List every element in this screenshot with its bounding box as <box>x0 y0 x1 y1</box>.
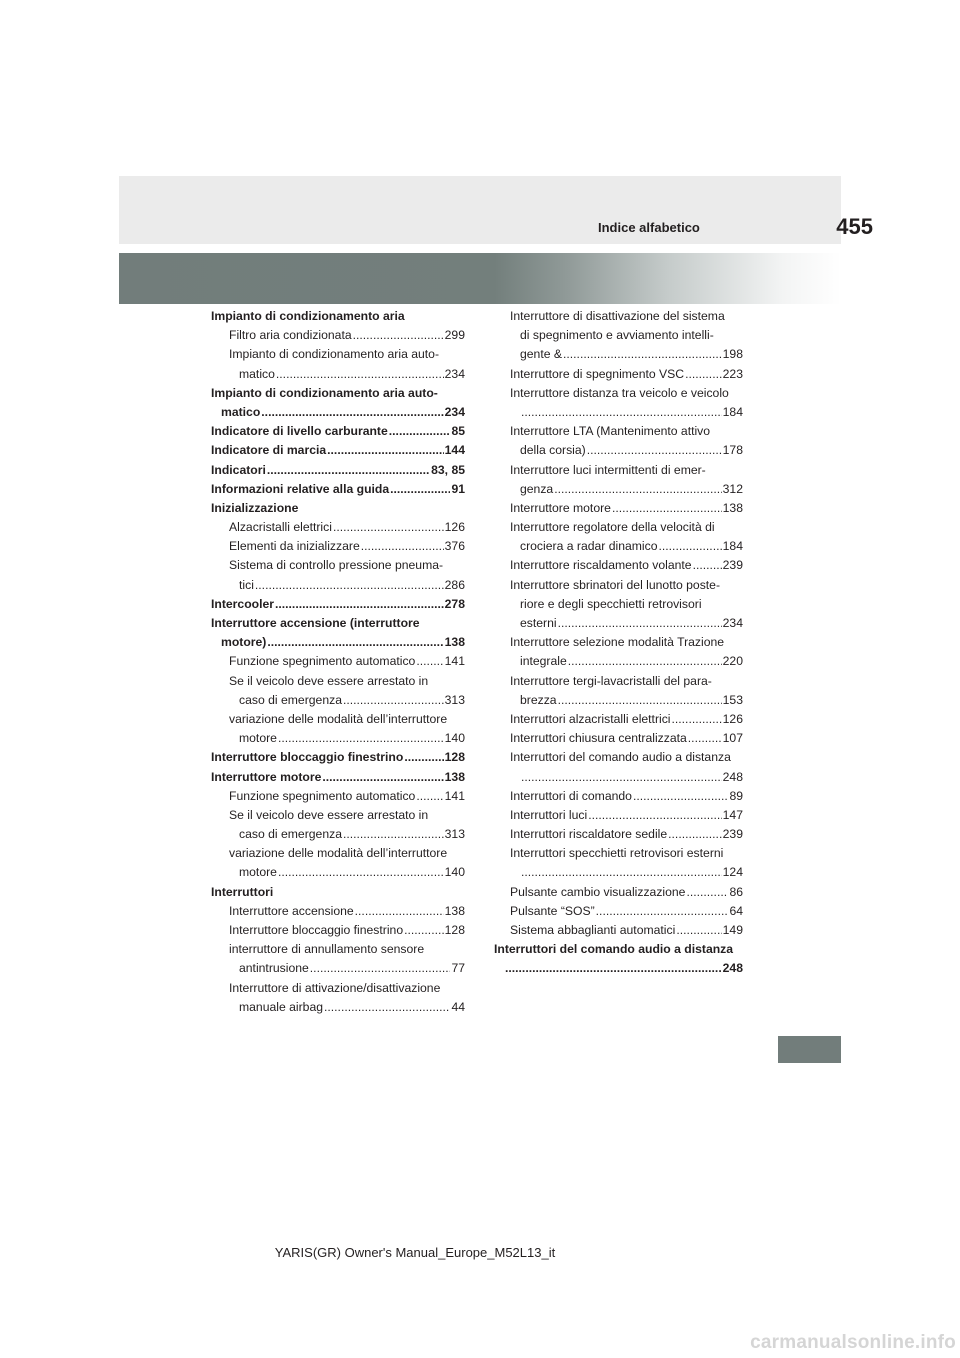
index-entry-text: Impianto di condizionamento aria <box>211 309 405 323</box>
index-entry <box>211 576 465 595</box>
index-entry-text: di spegnimento e avviamento intelli- <box>520 328 714 343</box>
index-entry-text: Interruttore regolatore della velocità di <box>510 520 715 535</box>
dot-leader <box>505 959 722 978</box>
index-entry-page: 312 <box>722 481 743 496</box>
index-entry <box>211 499 465 518</box>
index-entry <box>494 729 743 748</box>
index-entry <box>494 499 743 518</box>
index-entry-text: matico <box>221 404 261 419</box>
index-entry-page: 313 <box>444 692 465 707</box>
index-entry-text: matico <box>239 366 275 381</box>
dot-leader <box>322 768 443 787</box>
index-entry <box>211 461 465 480</box>
index-entry-text: esterni <box>520 616 557 630</box>
index-entry-page: 239 <box>722 558 743 573</box>
index-entry-page: 128 <box>444 923 465 937</box>
index-entry-page: 140 <box>444 865 465 880</box>
index-entry-text: Interruttore LTA (Mantenimento attivo <box>510 424 711 439</box>
index-entry <box>211 307 465 326</box>
index-entry-text: Impianto di condizionamento aria auto- <box>229 347 440 362</box>
index-entry-text: Elementi da inizializzare <box>229 539 360 554</box>
index-entry-text: Interruttore selezione modalità Trazione <box>510 635 725 650</box>
index-entry <box>211 998 465 1017</box>
dot-leader <box>672 710 722 729</box>
index-entry-page: 86 <box>729 884 743 899</box>
index-entry-text: Funzione spegnimento automatico <box>229 788 416 803</box>
index-entry-text: Inizializzazione <box>211 500 299 515</box>
section-title: Indice alfabetico <box>598 220 700 235</box>
index-entry <box>494 345 743 364</box>
index-entry <box>211 710 465 729</box>
index-entry-text: genza <box>520 481 554 496</box>
index-entry-page: 149 <box>722 923 743 937</box>
index-entry <box>211 595 465 614</box>
index-entry <box>211 691 465 710</box>
watermark: carmanualsonline.info <box>750 1332 956 1353</box>
index-entry-text: crociera a radar dinamico <box>520 539 658 554</box>
index-entry <box>494 365 743 384</box>
index-entry-text: motore <box>239 731 277 746</box>
index-entry-text: della corsia) <box>520 443 586 458</box>
index-entry <box>494 787 743 806</box>
chapter-tab-marker <box>778 1036 841 1063</box>
index-column-left <box>211 307 465 1017</box>
index-entry-page: 184 <box>722 404 743 419</box>
index-entry <box>211 748 465 767</box>
dot-leader <box>255 576 444 595</box>
index-entry-page: 299 <box>444 328 465 343</box>
index-entry-text: Sistema di controllo pressione pneuma- <box>229 558 444 573</box>
index-entry-text: Funzione spegnimento automatico <box>229 654 416 669</box>
index-entry-page: 248 <box>722 961 743 976</box>
index-entry-text: Interruttori del comando audio a distanza <box>510 750 731 765</box>
index-entry-text: Intercooler <box>211 596 274 611</box>
index-entry <box>211 959 465 978</box>
index-entry-text: Se il veicolo deve essere arrestato in <box>229 807 429 822</box>
index-entry <box>494 959 743 978</box>
footer-manual-id: YARIS(GR) Owner's Manual_Europe_M52L13_it <box>274 1245 556 1260</box>
index-entry-text: interruttore di annullamento sensore <box>229 942 425 957</box>
index-entry-page: 91 <box>451 481 465 496</box>
index-entry-text: Interruttore riscaldamento volante <box>510 558 692 573</box>
index-entry-page: 107 <box>722 731 743 746</box>
dot-leader <box>521 768 722 787</box>
header-band <box>119 176 841 244</box>
index-entry-text: Interruttore bloccaggio finestrino <box>211 750 404 765</box>
index-entry <box>211 652 465 671</box>
index-entry-page: 141 <box>444 654 465 669</box>
index-entry <box>211 902 465 921</box>
dot-leader <box>327 441 444 460</box>
dot-leader <box>558 691 722 710</box>
dot-leader <box>404 921 444 940</box>
index-entry-text: Interruttore luci intermittenti di emer- <box>510 462 706 477</box>
dot-leader <box>554 480 721 499</box>
index-entry-page: 234 <box>722 616 743 630</box>
index-entry-text: variazione delle modalità dell’interruttore <box>229 711 448 726</box>
index-entry <box>211 729 465 748</box>
dot-leader <box>310 959 451 978</box>
index-entry-page: 126 <box>722 711 743 726</box>
index-entry-page: 89 <box>729 788 743 803</box>
dot-leader <box>521 863 722 882</box>
index-entry-text: Indicatori <box>211 462 266 477</box>
page-footer <box>0 1245 960 1260</box>
index-entry-text: Interruttore tergi-lavacristalli del para- <box>510 673 712 688</box>
dot-leader <box>278 729 444 748</box>
index-entry <box>211 422 465 441</box>
index-entry-text: Interruttore sbrinatori del lunotto poste- <box>510 577 721 592</box>
index-entry-page: 124 <box>722 865 743 880</box>
index-entry-text: Pulsante “SOS” <box>510 903 595 918</box>
index-entry-page: 138 <box>722 500 743 515</box>
index-entry <box>211 384 465 403</box>
index-entry-text: tici <box>239 577 254 592</box>
index-entry-text: motore) <box>221 635 267 650</box>
index-entry <box>211 518 465 537</box>
index-entry-page: 220 <box>722 654 743 669</box>
dot-leader <box>361 537 444 556</box>
index-entry-page: 140 <box>444 731 465 746</box>
index-entry <box>494 806 743 825</box>
index-entry <box>494 902 743 921</box>
index-entry <box>494 326 743 345</box>
index-entry-page: 147 <box>722 807 743 822</box>
index-entry <box>494 633 743 652</box>
index-entry-text: Indicatore di marcia <box>211 443 327 458</box>
dot-leader <box>596 902 729 921</box>
dot-leader <box>588 806 721 825</box>
index-entry-text: Interruttori specchietti retrovisori esterni <box>510 846 724 861</box>
index-entry-text: Interruttore di attivazione/disattivazione <box>229 980 441 995</box>
index-entry-page: 85 <box>451 424 465 439</box>
header-gradient-bar <box>119 253 841 304</box>
index-entry-page: 184 <box>722 539 743 554</box>
index-entry <box>211 633 465 652</box>
index-entry <box>494 422 743 441</box>
index-entry <box>211 825 465 844</box>
index-entry <box>211 844 465 863</box>
index-entry-text: brezza <box>520 692 557 707</box>
dot-leader <box>521 403 722 422</box>
index-entry-page: 153 <box>722 692 743 707</box>
index-entry <box>211 672 465 691</box>
index-entry-page: 376 <box>444 539 465 554</box>
dot-leader <box>355 902 444 921</box>
index-entry <box>494 652 743 671</box>
index-entry <box>211 883 465 902</box>
index-entry <box>494 537 743 556</box>
index-entry-text: variazione delle modalità dell’interruttore <box>229 846 448 861</box>
index-entry-page: 234 <box>444 404 465 419</box>
index-entry <box>494 691 743 710</box>
index-entry-page: 77 <box>451 961 465 976</box>
index-entry-page: 138 <box>444 635 465 650</box>
index-entry-text: Impianto di condizionamento aria auto- <box>211 385 438 400</box>
dot-leader <box>612 499 722 518</box>
index-entry <box>211 556 465 575</box>
index-entry <box>494 921 743 940</box>
dot-leader <box>404 748 443 767</box>
index-entry-text: Interruttore motore <box>510 500 611 515</box>
index-entry-text: Interruttore di spegnimento VSC <box>510 366 685 381</box>
dot-leader <box>267 461 430 480</box>
index-entry <box>211 403 465 422</box>
dot-leader <box>343 825 444 844</box>
index-entry-page: 198 <box>722 347 743 362</box>
index-entry <box>211 806 465 825</box>
dot-leader <box>278 863 444 882</box>
dot-leader <box>633 787 729 806</box>
index-entry-text: Interruttore accensione <box>229 903 354 918</box>
index-entry-page: 126 <box>444 520 465 535</box>
index-entry-page: 128 <box>444 750 465 765</box>
dot-leader <box>276 365 444 384</box>
dot-leader <box>676 921 721 940</box>
index-entry-text: Indicatore di livello carburante <box>211 424 388 439</box>
index-entry <box>494 614 743 633</box>
index-entry <box>494 556 743 575</box>
index-entry <box>494 403 743 422</box>
index-entry-text: caso di emergenza <box>239 827 342 842</box>
index-entry-page: 278 <box>444 596 465 611</box>
index-entry <box>494 384 743 403</box>
index-entry-page: 286 <box>444 577 465 592</box>
index-entry-text: Interruttore distanza tra veicolo e veicolo <box>510 385 729 400</box>
index-entry-text: riore e degli specchietti retrovisori <box>520 596 702 611</box>
index-entry <box>494 307 743 326</box>
dot-leader <box>659 537 722 556</box>
index-entry <box>211 345 465 364</box>
index-entry <box>494 940 743 959</box>
index-entry-page: 178 <box>722 443 743 458</box>
index-entry-page: 234 <box>444 366 465 381</box>
index-entry <box>211 537 465 556</box>
index-entry <box>211 787 465 806</box>
index-entry-text: Filtro aria condizionata <box>229 328 352 343</box>
index-entry-page: 248 <box>722 769 743 784</box>
index-entry-text: Interruttori riscaldatore sedile <box>510 827 668 842</box>
index-entry <box>211 921 465 940</box>
index-entry-text: gente & <box>520 347 563 362</box>
dot-leader <box>267 633 443 652</box>
index-entry <box>494 461 743 480</box>
dot-leader <box>333 518 444 537</box>
index-entry <box>211 979 465 998</box>
index-entry <box>494 844 743 863</box>
index-column-right <box>494 307 743 979</box>
index-entry <box>494 883 743 902</box>
index-entry-text: antintrusione <box>239 961 309 976</box>
index-entry <box>494 576 743 595</box>
dot-leader <box>668 825 722 844</box>
index-entry-text: caso di emergenza <box>239 692 342 707</box>
dot-leader <box>416 787 443 806</box>
dot-leader <box>686 883 728 902</box>
index-entry-text: Se il veicolo deve essere arrestato in <box>229 673 429 688</box>
index-entry-page: 44 <box>451 999 465 1014</box>
dot-leader <box>261 403 443 422</box>
index-entry <box>494 825 743 844</box>
index-entry-page: 313 <box>444 827 465 842</box>
index-entry-page: 138 <box>444 769 465 784</box>
index-entry-text: Interruttore motore <box>211 769 322 784</box>
index-entry-page: 239 <box>722 827 743 842</box>
index-entry-page: 144 <box>444 443 465 458</box>
page-number: 455 <box>836 214 873 239</box>
index-entry <box>494 595 743 614</box>
dot-leader <box>324 998 450 1017</box>
dot-leader <box>568 652 722 671</box>
index-entry-text: Interruttori luci <box>510 807 588 822</box>
index-entry-text: Sistema abbaglianti automatici <box>510 923 676 937</box>
index-entry <box>494 441 743 460</box>
index-entry <box>494 748 743 767</box>
dot-leader <box>563 345 722 364</box>
dot-leader <box>416 652 443 671</box>
dot-leader <box>343 691 444 710</box>
index-entry <box>211 441 465 460</box>
index-entry <box>211 940 465 959</box>
index-entry-text: Interruttori <box>211 884 274 899</box>
index-entry-text: Pulsante cambio visualizzazione <box>510 884 686 899</box>
dot-leader <box>587 441 722 460</box>
index-entry-text: integrale <box>520 654 567 669</box>
dot-leader <box>275 595 444 614</box>
index-entry-page: 223 <box>722 366 743 381</box>
index-entry <box>211 614 465 633</box>
index-entry <box>211 365 465 384</box>
index-entry-text: Interruttori del comando audio a distanza <box>494 942 734 957</box>
index-entry-text: motore <box>239 865 277 880</box>
index-entry-page: 83, 85 <box>431 462 465 477</box>
index-entry-page: 138 <box>444 903 465 918</box>
index-entry-text: manuale airbag <box>239 999 324 1014</box>
index-entry-text: Interruttore di disattivazione del sistema <box>510 309 725 323</box>
dot-leader <box>389 422 451 441</box>
dot-leader <box>685 365 722 384</box>
dot-leader <box>693 556 722 575</box>
index-entry <box>494 768 743 787</box>
index-entry <box>494 518 743 537</box>
index-entry-text: Interruttore bloccaggio finestrino <box>229 923 404 937</box>
index-entry-page: 141 <box>444 788 465 803</box>
dot-leader <box>688 729 722 748</box>
index-entry <box>494 480 743 499</box>
index-entry-text: Interruttori chiusura centralizzata <box>510 731 687 746</box>
index-entry <box>211 863 465 882</box>
index-entry <box>211 326 465 345</box>
index-entry-text: Interruttori di comando <box>510 788 632 803</box>
index-entry <box>494 672 743 691</box>
index-entry <box>211 768 465 787</box>
index-entry-page: 64 <box>729 903 743 918</box>
index-entry-text: Interruttore accensione (interruttore <box>211 616 420 630</box>
index-entry-text: Interruttori alzacristalli elettrici <box>510 711 671 726</box>
dot-leader <box>390 480 450 499</box>
dot-leader <box>353 326 444 345</box>
dot-leader <box>558 614 722 633</box>
index-entry-text: Alzacristalli elettrici <box>229 520 332 535</box>
index-entry <box>494 710 743 729</box>
index-entry <box>494 863 743 882</box>
index-entry-text: Informazioni relative alla guida <box>211 481 390 496</box>
index-entry <box>211 480 465 499</box>
